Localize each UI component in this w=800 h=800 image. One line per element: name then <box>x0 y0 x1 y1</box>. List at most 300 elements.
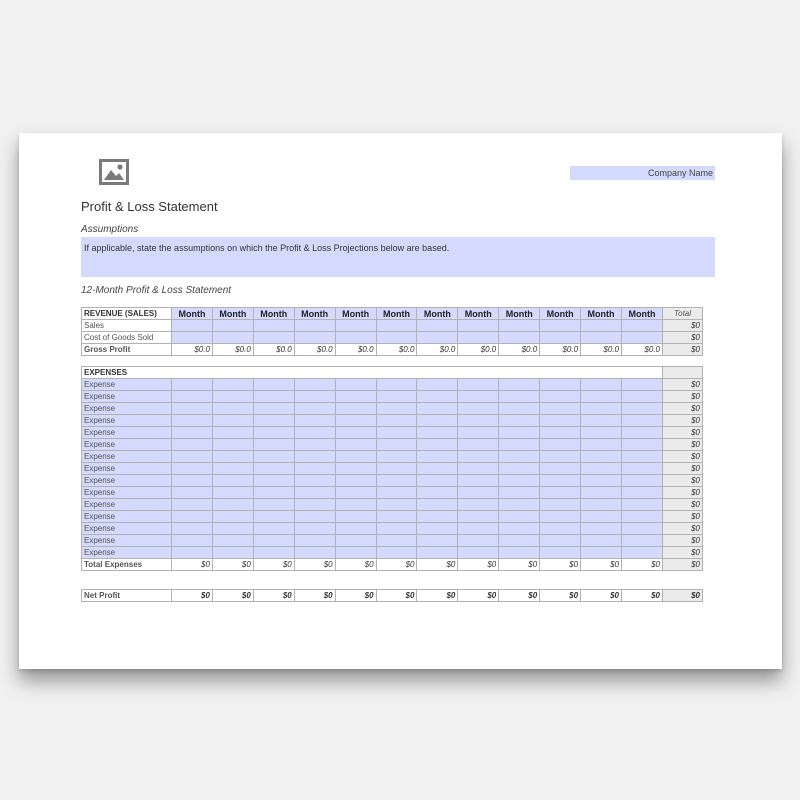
net-profit-value: $0 <box>294 590 335 602</box>
expense-input-cell[interactable] <box>376 475 417 487</box>
expense-row-label[interactable]: Expense <box>82 391 172 403</box>
expense-input-cell[interactable] <box>212 439 253 451</box>
expense-input-cell[interactable] <box>294 475 335 487</box>
expense-input-cell[interactable] <box>335 415 376 427</box>
revenue-input-cell[interactable] <box>540 332 581 344</box>
expense-input-cell[interactable] <box>376 379 417 391</box>
net-profit-value: $0 <box>172 590 213 602</box>
expense-input-cell[interactable] <box>499 499 540 511</box>
expense-input-cell[interactable] <box>253 463 294 475</box>
revenue-header-row <box>82 308 703 320</box>
revenue-input-cell[interactable] <box>621 332 662 344</box>
expense-input-cell[interactable] <box>581 547 622 559</box>
expense-input-cell[interactable] <box>294 463 335 475</box>
net-profit-label: Net Profit <box>82 590 172 602</box>
expense-row-label[interactable]: Expense <box>82 475 172 487</box>
expense-row-label[interactable]: Expense <box>82 463 172 475</box>
total-expenses-value: $0 <box>458 559 499 571</box>
expense-row-total: $0 <box>663 547 703 559</box>
net-profit-total: $0 <box>663 590 703 602</box>
revenue-input-cell[interactable] <box>499 332 540 344</box>
total-header: Total <box>663 308 703 320</box>
revenue-input-cell[interactable] <box>376 332 417 344</box>
expense-input-cell[interactable] <box>540 487 581 499</box>
expense-row-label[interactable]: Expense <box>82 523 172 535</box>
expense-input-cell[interactable] <box>581 403 622 415</box>
expense-input-cell[interactable] <box>376 451 417 463</box>
expense-input-cell[interactable] <box>335 391 376 403</box>
month-header[interactable]: Month <box>581 308 622 320</box>
gross-profit-value: $0.0 <box>417 344 458 356</box>
expense-input-cell[interactable] <box>335 487 376 499</box>
expense-input-cell[interactable] <box>621 463 662 475</box>
expense-row-label[interactable]: Expense <box>82 439 172 451</box>
revenue-input-cell[interactable] <box>499 320 540 332</box>
expense-input-cell[interactable] <box>253 511 294 523</box>
expense-row-total: $0 <box>663 427 703 439</box>
expense-input-cell[interactable] <box>499 439 540 451</box>
expense-input-cell[interactable] <box>376 427 417 439</box>
expense-row <box>82 547 703 559</box>
total-expenses-value: $0 <box>172 559 213 571</box>
expense-input-cell[interactable] <box>253 415 294 427</box>
month-header[interactable]: Month <box>540 308 581 320</box>
expense-input-cell[interactable] <box>458 487 499 499</box>
expense-input-cell[interactable] <box>458 427 499 439</box>
expense-input-cell[interactable] <box>540 511 581 523</box>
revenue-row <box>82 320 703 332</box>
revenue-input-cell[interactable] <box>172 320 213 332</box>
revenue-input-cell[interactable] <box>376 320 417 332</box>
expense-input-cell[interactable] <box>458 463 499 475</box>
expense-input-cell[interactable] <box>212 403 253 415</box>
expense-input-cell[interactable] <box>253 439 294 451</box>
expense-input-cell[interactable] <box>417 535 458 547</box>
expense-input-cell[interactable] <box>294 427 335 439</box>
expense-row-total: $0 <box>663 487 703 499</box>
month-header[interactable]: Month <box>458 308 499 320</box>
expense-input-cell[interactable] <box>335 499 376 511</box>
expense-input-cell[interactable] <box>458 535 499 547</box>
expense-input-cell[interactable] <box>335 451 376 463</box>
document-page <box>19 133 782 669</box>
expense-row-total: $0 <box>663 403 703 415</box>
revenue-input-cell[interactable] <box>417 332 458 344</box>
expenses-header-spacer <box>621 367 662 379</box>
expense-input-cell[interactable] <box>172 391 213 403</box>
expense-input-cell[interactable] <box>212 415 253 427</box>
expense-row <box>82 451 703 463</box>
expense-input-cell[interactable] <box>376 547 417 559</box>
expense-input-cell[interactable] <box>458 499 499 511</box>
expense-input-cell[interactable] <box>581 439 622 451</box>
expense-input-cell[interactable] <box>417 451 458 463</box>
expense-input-cell[interactable] <box>540 439 581 451</box>
expense-input-cell[interactable] <box>417 403 458 415</box>
expense-input-cell[interactable] <box>172 547 213 559</box>
expense-input-cell[interactable] <box>172 535 213 547</box>
expense-input-cell[interactable] <box>621 391 662 403</box>
expense-input-cell[interactable] <box>335 439 376 451</box>
expense-input-cell[interactable] <box>212 463 253 475</box>
expense-row-label[interactable]: Expense <box>82 499 172 511</box>
expense-row <box>82 391 703 403</box>
expense-input-cell[interactable] <box>499 451 540 463</box>
month-header[interactable]: Month <box>621 308 662 320</box>
expense-input-cell[interactable] <box>540 463 581 475</box>
expense-input-cell[interactable] <box>540 379 581 391</box>
expense-input-cell[interactable] <box>499 379 540 391</box>
revenue-input-cell[interactable] <box>212 332 253 344</box>
total-expenses-value: $0 <box>499 559 540 571</box>
expense-input-cell[interactable] <box>376 487 417 499</box>
expense-input-cell[interactable] <box>581 475 622 487</box>
expense-input-cell[interactable] <box>458 415 499 427</box>
expense-input-cell[interactable] <box>253 523 294 535</box>
expense-input-cell[interactable] <box>621 511 662 523</box>
expense-input-cell[interactable] <box>417 475 458 487</box>
expense-input-cell[interactable] <box>172 379 213 391</box>
revenue-input-cell[interactable] <box>253 332 294 344</box>
total-expenses-total: $0 <box>663 559 703 571</box>
month-header[interactable]: Month <box>212 308 253 320</box>
expense-input-cell[interactable] <box>335 403 376 415</box>
expense-input-cell[interactable] <box>253 499 294 511</box>
expense-input-cell[interactable] <box>581 499 622 511</box>
expense-input-cell[interactable] <box>172 427 213 439</box>
month-header[interactable]: Month <box>417 308 458 320</box>
expense-input-cell[interactable] <box>621 403 662 415</box>
expense-input-cell[interactable] <box>212 427 253 439</box>
expense-row-total: $0 <box>663 391 703 403</box>
expense-input-cell[interactable] <box>212 475 253 487</box>
expense-input-cell[interactable] <box>253 391 294 403</box>
revenue-input-cell[interactable] <box>417 320 458 332</box>
revenue-input-cell[interactable] <box>581 320 622 332</box>
total-expenses-label: Total Expenses <box>82 559 172 571</box>
total-expenses-value: $0 <box>335 559 376 571</box>
expense-input-cell[interactable] <box>253 475 294 487</box>
expense-row <box>82 475 703 487</box>
expense-row <box>82 487 703 499</box>
total-expenses-row <box>82 559 703 571</box>
expense-row-label[interactable]: Expense <box>82 487 172 499</box>
expense-input-cell[interactable] <box>581 427 622 439</box>
expenses-header-row <box>82 367 703 379</box>
expense-input-cell[interactable] <box>621 439 662 451</box>
expense-input-cell[interactable] <box>417 487 458 499</box>
net-profit-value: $0 <box>376 590 417 602</box>
expense-input-cell[interactable] <box>417 463 458 475</box>
gross-profit-total: $0 <box>663 344 703 356</box>
expense-input-cell[interactable] <box>499 535 540 547</box>
expense-input-cell[interactable] <box>172 499 213 511</box>
expense-input-cell[interactable] <box>335 463 376 475</box>
month-header[interactable]: Month <box>172 308 213 320</box>
expense-input-cell[interactable] <box>335 427 376 439</box>
expense-input-cell[interactable] <box>458 439 499 451</box>
revenue-row-total: $0 <box>663 332 703 344</box>
expense-input-cell[interactable] <box>499 427 540 439</box>
expense-input-cell[interactable] <box>335 379 376 391</box>
gross-profit-value: $0.0 <box>376 344 417 356</box>
expense-input-cell[interactable] <box>294 415 335 427</box>
expenses-header-spacer <box>458 367 499 379</box>
gross-profit-value: $0.0 <box>172 344 213 356</box>
expenses-header-spacer <box>499 367 540 379</box>
expense-row-total: $0 <box>663 523 703 535</box>
expense-row-total: $0 <box>663 475 703 487</box>
expense-input-cell[interactable] <box>499 463 540 475</box>
expense-input-cell[interactable] <box>172 439 213 451</box>
net-profit-value: $0 <box>253 590 294 602</box>
assumptions-text-field[interactable]: If applicable, state the assumptions on which the Profit & Loss Projections below are based. <box>81 237 715 277</box>
expense-input-cell[interactable] <box>253 427 294 439</box>
expense-input-cell[interactable] <box>294 547 335 559</box>
net-profit-value: $0 <box>458 590 499 602</box>
gross-profit-value: $0.0 <box>253 344 294 356</box>
expense-row <box>82 463 703 475</box>
expense-input-cell[interactable] <box>294 535 335 547</box>
expense-row <box>82 415 703 427</box>
expense-input-cell[interactable] <box>294 523 335 535</box>
gross-profit-label: Gross Profit <box>82 344 172 356</box>
expense-input-cell[interactable] <box>417 499 458 511</box>
expense-input-cell[interactable] <box>376 499 417 511</box>
revenue-input-cell[interactable] <box>458 332 499 344</box>
expense-input-cell[interactable] <box>294 379 335 391</box>
expense-input-cell[interactable] <box>581 463 622 475</box>
total-expenses-value: $0 <box>212 559 253 571</box>
expense-input-cell[interactable] <box>621 415 662 427</box>
revenue-input-cell[interactable] <box>212 320 253 332</box>
expense-input-cell[interactable] <box>417 391 458 403</box>
expense-row-total: $0 <box>663 511 703 523</box>
expense-input-cell[interactable] <box>581 535 622 547</box>
expense-input-cell[interactable] <box>212 523 253 535</box>
revenue-input-cell[interactable] <box>335 332 376 344</box>
expense-input-cell[interactable] <box>335 547 376 559</box>
expense-input-cell[interactable] <box>417 439 458 451</box>
expense-input-cell[interactable] <box>376 523 417 535</box>
expense-input-cell[interactable] <box>581 511 622 523</box>
expense-input-cell[interactable] <box>294 403 335 415</box>
expense-input-cell[interactable] <box>621 523 662 535</box>
expense-row-label[interactable]: Expense <box>82 403 172 415</box>
expense-input-cell[interactable] <box>335 523 376 535</box>
expense-input-cell[interactable] <box>212 547 253 559</box>
expense-input-cell[interactable] <box>417 511 458 523</box>
expense-input-cell[interactable] <box>294 511 335 523</box>
expense-input-cell[interactable] <box>499 391 540 403</box>
expense-input-cell[interactable] <box>540 547 581 559</box>
expense-input-cell[interactable] <box>376 535 417 547</box>
expense-input-cell[interactable] <box>212 379 253 391</box>
expense-input-cell[interactable] <box>376 463 417 475</box>
expense-input-cell[interactable] <box>212 535 253 547</box>
expense-row <box>82 439 703 451</box>
expense-input-cell[interactable] <box>417 523 458 535</box>
expense-input-cell[interactable] <box>581 415 622 427</box>
expense-row <box>82 511 703 523</box>
expense-input-cell[interactable] <box>417 427 458 439</box>
month-header[interactable]: Month <box>499 308 540 320</box>
expense-input-cell[interactable] <box>335 535 376 547</box>
gross-profit-value: $0.0 <box>581 344 622 356</box>
expense-input-cell[interactable] <box>458 547 499 559</box>
expense-row-label[interactable]: Expense <box>82 535 172 547</box>
expense-input-cell[interactable] <box>499 547 540 559</box>
expense-input-cell[interactable] <box>458 403 499 415</box>
expense-row-label[interactable]: Expense <box>82 427 172 439</box>
total-expenses-value: $0 <box>376 559 417 571</box>
expense-row-label[interactable]: Expense <box>82 511 172 523</box>
expense-input-cell[interactable] <box>417 415 458 427</box>
expense-input-cell[interactable] <box>499 523 540 535</box>
month-header[interactable]: Month <box>335 308 376 320</box>
expense-input-cell[interactable] <box>294 451 335 463</box>
expense-input-cell[interactable] <box>212 511 253 523</box>
expense-input-cell[interactable] <box>458 391 499 403</box>
expense-input-cell[interactable] <box>294 487 335 499</box>
expense-input-cell[interactable] <box>172 475 213 487</box>
expense-row-label[interactable]: Expense <box>82 451 172 463</box>
expense-input-cell[interactable] <box>376 439 417 451</box>
expense-row-label[interactable]: Expense <box>82 415 172 427</box>
revenue-input-cell[interactable] <box>621 320 662 332</box>
expense-input-cell[interactable] <box>172 463 213 475</box>
expense-input-cell[interactable] <box>172 523 213 535</box>
revenue-input-cell[interactable] <box>335 320 376 332</box>
expense-input-cell[interactable] <box>458 475 499 487</box>
revenue-input-cell[interactable] <box>294 320 335 332</box>
expense-input-cell[interactable] <box>540 427 581 439</box>
expense-input-cell[interactable] <box>540 475 581 487</box>
expense-input-cell[interactable] <box>172 511 213 523</box>
expense-input-cell[interactable] <box>581 391 622 403</box>
expense-input-cell[interactable] <box>172 403 213 415</box>
expense-input-cell[interactable] <box>417 379 458 391</box>
revenue-input-cell[interactable] <box>458 320 499 332</box>
net-profit-value: $0 <box>212 590 253 602</box>
expenses-header-spacer <box>540 367 581 379</box>
expense-input-cell[interactable] <box>253 535 294 547</box>
net-profit-value: $0 <box>581 590 622 602</box>
image-placeholder-icon <box>99 159 129 185</box>
expense-input-cell[interactable] <box>621 487 662 499</box>
expense-input-cell[interactable] <box>540 391 581 403</box>
expense-input-cell[interactable] <box>499 403 540 415</box>
expense-input-cell[interactable] <box>540 523 581 535</box>
expense-input-cell[interactable] <box>294 499 335 511</box>
expense-input-cell[interactable] <box>376 391 417 403</box>
revenue-input-cell[interactable] <box>581 332 622 344</box>
expense-input-cell[interactable] <box>499 487 540 499</box>
expense-input-cell[interactable] <box>253 451 294 463</box>
revenue-input-cell[interactable] <box>540 320 581 332</box>
expense-row-total: $0 <box>663 379 703 391</box>
net-profit-row <box>82 590 703 602</box>
expense-input-cell[interactable] <box>581 451 622 463</box>
month-header[interactable]: Month <box>294 308 335 320</box>
expense-input-cell[interactable] <box>172 415 213 427</box>
expense-input-cell[interactable] <box>458 451 499 463</box>
expense-input-cell[interactable] <box>458 511 499 523</box>
expense-input-cell[interactable] <box>621 475 662 487</box>
gross-profit-value: $0.0 <box>540 344 581 356</box>
expense-input-cell[interactable] <box>376 403 417 415</box>
revenue-input-cell[interactable] <box>294 332 335 344</box>
expense-input-cell[interactable] <box>499 475 540 487</box>
total-expenses-value: $0 <box>253 559 294 571</box>
expense-input-cell[interactable] <box>458 379 499 391</box>
expense-input-cell[interactable] <box>581 379 622 391</box>
expense-input-cell[interactable] <box>335 475 376 487</box>
expense-input-cell[interactable] <box>581 487 622 499</box>
expense-input-cell[interactable] <box>540 451 581 463</box>
expense-input-cell[interactable] <box>417 547 458 559</box>
expense-input-cell[interactable] <box>540 415 581 427</box>
expense-input-cell[interactable] <box>294 391 335 403</box>
expense-input-cell[interactable] <box>621 451 662 463</box>
expense-row <box>82 403 703 415</box>
expenses-header-spacer <box>417 367 458 379</box>
expense-input-cell[interactable] <box>621 499 662 511</box>
expense-row-label[interactable]: Expense <box>82 379 172 391</box>
expenses-header-spacer <box>376 367 417 379</box>
expense-input-cell[interactable] <box>499 415 540 427</box>
expense-row <box>82 499 703 511</box>
expense-row-label[interactable]: Expense <box>82 547 172 559</box>
expense-input-cell[interactable] <box>540 499 581 511</box>
expense-input-cell[interactable] <box>458 523 499 535</box>
expense-input-cell[interactable] <box>172 487 213 499</box>
expense-input-cell[interactable] <box>621 535 662 547</box>
expense-row-total: $0 <box>663 415 703 427</box>
expense-input-cell[interactable] <box>212 487 253 499</box>
expense-input-cell[interactable] <box>376 415 417 427</box>
gross-profit-value: $0.0 <box>294 344 335 356</box>
gross-profit-value: $0.0 <box>335 344 376 356</box>
expense-input-cell[interactable] <box>212 499 253 511</box>
expense-input-cell[interactable] <box>540 535 581 547</box>
assumptions-heading: Assumptions <box>81 224 139 235</box>
expense-input-cell[interactable] <box>540 403 581 415</box>
expense-input-cell[interactable] <box>376 511 417 523</box>
expense-input-cell[interactable] <box>253 487 294 499</box>
company-name-field[interactable]: Company Name <box>570 166 715 180</box>
month-header[interactable]: Month <box>376 308 417 320</box>
expense-input-cell[interactable] <box>253 403 294 415</box>
expense-row <box>82 427 703 439</box>
expense-input-cell[interactable] <box>212 391 253 403</box>
expense-input-cell[interactable] <box>253 547 294 559</box>
net-profit-value: $0 <box>335 590 376 602</box>
expense-input-cell[interactable] <box>581 523 622 535</box>
expense-input-cell[interactable] <box>499 511 540 523</box>
expense-input-cell[interactable] <box>294 439 335 451</box>
expense-input-cell[interactable] <box>212 451 253 463</box>
expense-input-cell[interactable] <box>621 427 662 439</box>
expense-input-cell[interactable] <box>172 451 213 463</box>
revenue-input-cell[interactable] <box>253 320 294 332</box>
expense-input-cell[interactable] <box>253 379 294 391</box>
month-header[interactable]: Month <box>253 308 294 320</box>
expense-input-cell[interactable] <box>335 511 376 523</box>
revenue-input-cell[interactable] <box>172 332 213 344</box>
expense-input-cell[interactable] <box>621 379 662 391</box>
expense-input-cell[interactable] <box>621 547 662 559</box>
